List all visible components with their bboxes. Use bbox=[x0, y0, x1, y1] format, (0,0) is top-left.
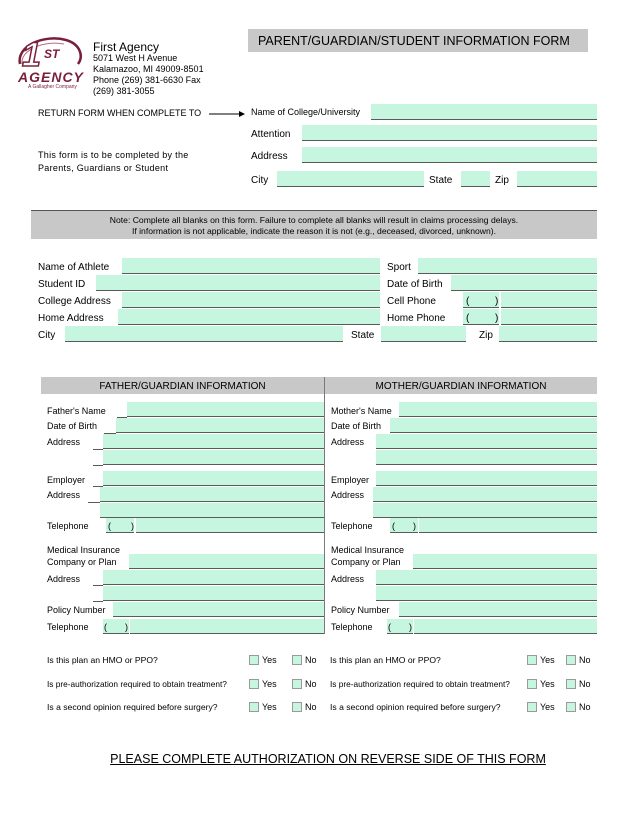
footer-instruction: PLEASE COMPLETE AUTHORIZATION ON REVERSE SIDE OF THIS FORM bbox=[110, 752, 546, 766]
mother-q3-label: Is a second opinion required before surgery? bbox=[330, 702, 501, 712]
father-q1-yes-checkbox[interactable] bbox=[249, 655, 259, 665]
athlete-name-field[interactable] bbox=[122, 258, 380, 274]
mother-telephone-paren-open: ( bbox=[392, 521, 395, 531]
father-dob-label: Date of Birth bbox=[47, 421, 98, 431]
father-address-field2[interactable] bbox=[103, 450, 324, 465]
note-line2: If information is not applicable, indicate the reason it is not (e.g., deceased, divorced, unknown). bbox=[131, 226, 496, 236]
mother-q2-no-checkbox[interactable] bbox=[566, 679, 576, 689]
parents-divider bbox=[324, 377, 325, 634]
father-employer-field[interactable] bbox=[103, 471, 324, 486]
father-q1-no-checkbox[interactable] bbox=[292, 655, 302, 665]
athlete-zip-field[interactable] bbox=[499, 326, 597, 342]
father-q3-label: Is a second opinion required before surgery? bbox=[47, 702, 218, 712]
logo-word: AGENCY bbox=[18, 69, 84, 85]
return-city-label: City bbox=[251, 175, 269, 186]
mother-emp-address-label: Address bbox=[331, 490, 365, 500]
mother-dob-label: Date of Birth bbox=[331, 421, 382, 431]
mother-ins-address-label: Address bbox=[331, 574, 365, 584]
athlete-dob-label: Date of Birth bbox=[387, 279, 443, 290]
mother-emp-address-field1[interactable] bbox=[373, 487, 597, 502]
mother-ins-phone-paren-close: ) bbox=[409, 622, 412, 632]
father-ins-address-label: Address bbox=[47, 574, 81, 584]
attention-label: Attention bbox=[251, 129, 291, 140]
father-q3-no-checkbox[interactable] bbox=[292, 702, 302, 712]
return-address-label: Address bbox=[251, 151, 288, 162]
mother-policy-label: Policy Number bbox=[331, 605, 390, 615]
mother-telephone-field[interactable] bbox=[419, 518, 597, 533]
father-ins-phone-label: Telephone bbox=[47, 622, 89, 632]
father-address-label: Address bbox=[47, 437, 81, 447]
home-phone-paren-close: ) bbox=[495, 313, 499, 324]
father-name-label: Father's Name bbox=[47, 406, 106, 416]
mother-ins-company-field[interactable] bbox=[413, 554, 597, 569]
father-q1-label: Is this plan an HMO or PPO? bbox=[47, 655, 158, 665]
father-telephone-paren-open: ( bbox=[108, 521, 111, 531]
mother-ins-phone-label: Telephone bbox=[331, 622, 373, 632]
cell-phone-paren-open: ( bbox=[466, 296, 470, 307]
mother-ins-phone-field[interactable] bbox=[414, 619, 597, 634]
sport-label: Sport bbox=[387, 262, 411, 273]
father-ins-phone-field[interactable] bbox=[130, 619, 324, 634]
home-phone-label: Home Phone bbox=[387, 313, 446, 324]
mother-address-field1[interactable] bbox=[376, 434, 597, 449]
father-telephone-label: Telephone bbox=[47, 521, 89, 531]
return-state-label: State bbox=[429, 175, 453, 186]
student-id-label: Student ID bbox=[38, 279, 86, 290]
mother-ins-label2: Company or Plan bbox=[331, 557, 401, 567]
instructions-line2: Parents, Guardians or Student bbox=[38, 163, 169, 173]
return-state-field[interactable] bbox=[461, 171, 490, 187]
agency-logo bbox=[14, 34, 90, 92]
mother-dob-field[interactable] bbox=[390, 418, 597, 433]
father-address-field1[interactable] bbox=[103, 434, 324, 449]
father-ins-company-field[interactable] bbox=[129, 554, 324, 569]
college-address-field[interactable] bbox=[122, 292, 380, 308]
father-telephone-paren-close: ) bbox=[131, 521, 134, 531]
mother-telephone-paren-close: ) bbox=[413, 521, 416, 531]
father-emp-address-label: Address bbox=[47, 490, 81, 500]
father-policy-label: Policy Number bbox=[47, 605, 106, 615]
college-address-label: College Address bbox=[38, 296, 111, 307]
father-q1-yes-label: Yes bbox=[262, 655, 277, 665]
athlete-name-label: Name of Athlete bbox=[38, 262, 110, 273]
mother-q2-yes-label: Yes bbox=[540, 679, 555, 689]
agency-fax: (269) 381-3055 bbox=[93, 86, 155, 96]
father-policy-field[interactable] bbox=[113, 602, 324, 617]
mother-header: MOTHER/GUARDIAN INFORMATION bbox=[375, 381, 547, 392]
father-name-field[interactable] bbox=[127, 402, 324, 417]
home-phone-paren-open: ( bbox=[466, 313, 470, 324]
father-employer-label: Employer bbox=[47, 475, 86, 485]
cell-phone-paren-close: ) bbox=[495, 296, 499, 307]
father-ins-phone-paren-close: ) bbox=[125, 622, 128, 632]
mother-q2-no-label: No bbox=[579, 679, 591, 689]
father-dob-field[interactable] bbox=[116, 418, 324, 433]
mother-employer-label: Employer bbox=[331, 475, 370, 485]
logo-tagline: A Gallagher Company bbox=[28, 84, 77, 90]
mother-ins-address-field2[interactable] bbox=[376, 586, 597, 601]
father-q2-no-label: No bbox=[305, 679, 317, 689]
return-zip-field[interactable] bbox=[517, 171, 597, 187]
father-telephone-field[interactable] bbox=[136, 518, 324, 533]
father-q2-label: Is pre-authorization required to obtain treatment? bbox=[47, 679, 227, 689]
athlete-city-field[interactable] bbox=[65, 326, 343, 342]
father-ins-address-underline2 bbox=[93, 586, 103, 602]
attention-field[interactable] bbox=[302, 125, 597, 141]
cell-phone-label: Cell Phone bbox=[387, 296, 436, 307]
home-address-label: Home Address bbox=[38, 313, 104, 324]
father-emp-address-field2[interactable] bbox=[100, 503, 324, 518]
father-q3-yes-checkbox[interactable] bbox=[249, 702, 259, 712]
father-q1-no-label: No bbox=[305, 655, 317, 665]
mother-employer-field[interactable] bbox=[376, 471, 597, 486]
college-label: Name of College/University bbox=[251, 107, 361, 117]
mother-policy-field[interactable] bbox=[399, 602, 597, 617]
student-id-field[interactable] bbox=[96, 275, 380, 291]
sport-field[interactable] bbox=[418, 258, 597, 274]
college-field[interactable] bbox=[371, 104, 597, 120]
father-address-underline1 bbox=[93, 434, 103, 450]
logo-suffix: ST bbox=[44, 47, 60, 61]
athlete-state-field[interactable] bbox=[381, 326, 466, 342]
athlete-city-label: City bbox=[38, 330, 56, 341]
mother-q1-no-checkbox[interactable] bbox=[566, 655, 576, 665]
note-line1: Note: Complete all blanks on this form. Failure to complete all blanks will result in claims processing delays. bbox=[109, 215, 519, 225]
father-ins-address-underline1 bbox=[93, 570, 103, 586]
father-q3-yes-label: Yes bbox=[262, 702, 277, 712]
mother-q2-yes-checkbox[interactable] bbox=[527, 679, 537, 689]
mother-ins-label1: Medical Insurance bbox=[331, 545, 405, 555]
home-phone-field[interactable] bbox=[501, 309, 597, 325]
mother-emp-address-field2[interactable] bbox=[373, 503, 597, 518]
return-label: RETURN FORM WHEN COMPLETE TO bbox=[38, 108, 202, 118]
return-zip-label: Zip bbox=[495, 175, 509, 186]
father-q2-no-checkbox[interactable] bbox=[292, 679, 302, 689]
mother-address-field2[interactable] bbox=[376, 450, 597, 465]
mother-q1-label: Is this plan an HMO or PPO? bbox=[330, 655, 441, 665]
agency-street: 5071 West H Avenue bbox=[93, 53, 178, 63]
athlete-dob-field[interactable] bbox=[451, 275, 597, 291]
father-emp-address-underline bbox=[88, 487, 100, 503]
mother-ins-address-field1[interactable] bbox=[376, 570, 597, 585]
father-ins-phone-paren-open: ( bbox=[104, 622, 107, 632]
instructions-line1: This form is to be completed by the bbox=[38, 150, 189, 160]
logo-number: 1 bbox=[22, 36, 41, 74]
athlete-zip-label: Zip bbox=[479, 330, 493, 341]
arrow-right-icon bbox=[209, 110, 245, 118]
father-name-underline bbox=[117, 402, 127, 418]
form-title: PARENT/GUARDIAN/STUDENT INFORMATION FORM bbox=[258, 34, 570, 48]
mother-q3-yes-label: Yes bbox=[540, 702, 555, 712]
mother-telephone-label: Telephone bbox=[331, 521, 373, 531]
return-city-field[interactable] bbox=[277, 171, 424, 187]
father-header: FATHER/GUARDIAN INFORMATION bbox=[99, 381, 266, 392]
father-q2-yes-checkbox[interactable] bbox=[249, 679, 259, 689]
mother-q1-no-label: No bbox=[579, 655, 591, 665]
athlete-state-label: State bbox=[351, 330, 375, 341]
mother-address-label: Address bbox=[331, 437, 365, 447]
father-employer-underline bbox=[93, 471, 103, 487]
home-address-field[interactable] bbox=[118, 309, 380, 325]
mother-name-label: Mother's Name bbox=[331, 406, 392, 416]
father-emp-address-field1[interactable] bbox=[100, 487, 324, 502]
father-ins-label2: Company or Plan bbox=[47, 557, 117, 567]
father-q2-yes-label: Yes bbox=[262, 679, 277, 689]
return-address-field[interactable] bbox=[302, 147, 597, 163]
father-q3-no-label: No bbox=[305, 702, 317, 712]
mother-q1-yes-checkbox[interactable] bbox=[527, 655, 537, 665]
mother-q1-yes-label: Yes bbox=[540, 655, 555, 665]
father-ins-address-field1[interactable] bbox=[103, 570, 324, 585]
cell-phone-field[interactable] bbox=[501, 292, 597, 308]
mother-ins-phone-paren-open: ( bbox=[388, 622, 391, 632]
mother-name-field[interactable] bbox=[399, 402, 597, 417]
mother-q2-label: Is pre-authorization required to obtain treatment? bbox=[330, 679, 510, 689]
mother-q3-yes-checkbox[interactable] bbox=[527, 702, 537, 712]
father-ins-label1: Medical Insurance bbox=[47, 545, 121, 555]
mother-q3-no-label: No bbox=[579, 702, 591, 712]
agency-city: Kalamazoo, MI 49009-8501 bbox=[93, 64, 204, 74]
father-dob-underline bbox=[104, 418, 116, 434]
father-ins-address-field2[interactable] bbox=[103, 586, 324, 601]
agency-phone: Phone (269) 381-6630 Fax bbox=[93, 75, 201, 85]
agency-name: First Agency bbox=[93, 40, 160, 54]
mother-q3-no-checkbox[interactable] bbox=[566, 702, 576, 712]
father-address-underline2 bbox=[93, 450, 103, 466]
